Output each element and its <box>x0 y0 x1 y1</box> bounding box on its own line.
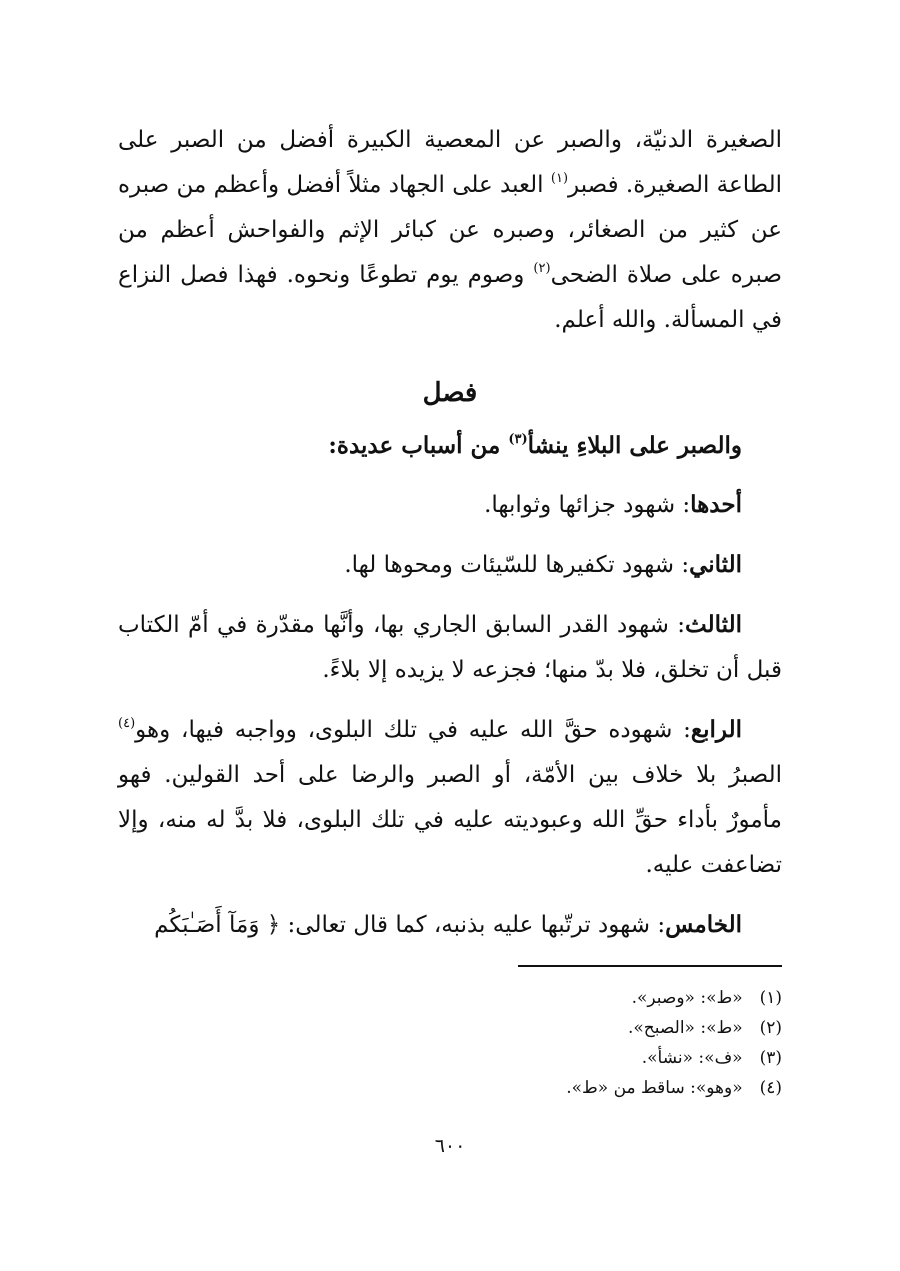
paragraph-text: العبد على الجهاد مثلاً أفضل وأعظم من صبره عن كثير من الصغائر، وصبره عن كبائر الإثم والفواحش أعظم من صبره على صلاة الضحى <box>118 172 782 288</box>
opening-paragraph <box>118 118 782 343</box>
item-lead: الثاني <box>689 551 742 578</box>
footnote-number: (٢) <box>759 1018 782 1038</box>
footnote-number: (١) <box>759 988 782 1008</box>
footnote-text: «ف»: «نشأ». <box>641 1048 743 1068</box>
section-heading: فصل <box>422 378 478 408</box>
footnote-ref-4[interactable]: (٤) <box>118 716 136 731</box>
footnote-text: «وهو»: ساقط من «ط». <box>566 1078 743 1098</box>
footnote-text: «ط»: «الصبح». <box>627 1018 743 1038</box>
item-text: : شهود جزائها وثوابها. <box>484 492 691 518</box>
item-lead: أحدها <box>690 491 742 518</box>
list-item <box>118 542 782 588</box>
footnote-number: (٤) <box>759 1078 782 1098</box>
section-intro <box>118 423 782 468</box>
list-item <box>118 902 782 948</box>
item-text: : شهود تكفيرها للسّيئات ومحوها لها. <box>344 552 690 578</box>
item-lead: الثالث <box>685 611 742 638</box>
footnote-item <box>362 1013 782 1043</box>
intro-text: والصبر على البلاءِ ينشأ <box>527 432 742 459</box>
item-lead: الرابع <box>690 716 742 743</box>
list-item <box>118 602 782 693</box>
item-lead: الخامس <box>665 911 742 938</box>
footnote-ref-3[interactable]: (٣) <box>508 432 528 447</box>
footnote-item <box>362 1043 782 1073</box>
item-text: الصبرُ بلا خلاف بين الأمّة، أو الصبر والرضا على أحد القولين. فهو مأمورٌ بأداء حقِّ الله وعبوديته عليه في تلك البلوى، فلا بدَّ له منه، وإلا تضاعفت عليه. <box>118 762 782 878</box>
item-text: : شهود القدر السابق الجاري بها، وأنَّها مقدّرة في أمّ الكتاب قبل أن تخلق، فلا بدّ منها؛ فجزعه لا يزيده إلا بلاءً. <box>118 612 782 683</box>
footnote-separator <box>518 965 782 967</box>
paragraph-text: الصغيرة الدنيّة، والصبر عن المعصية الكبيرة أفضل من الصبر على الطاعة الصغيرة. فصبر <box>118 127 782 198</box>
paragraph-text: وصوم يوم تطوعًا ونحوه. فهذا فصل النزاع في المسألة. والله أعلم. <box>118 262 782 333</box>
footnotes <box>362 983 782 1103</box>
footnote-ref-2[interactable]: (٢) <box>533 261 551 276</box>
footnote-text: «ط»: «وصبر». <box>631 988 743 1008</box>
footnote-number: (٣) <box>759 1048 782 1068</box>
page-number: ٦٠٠ <box>434 1135 466 1157</box>
quran-verse: ﴿ وَمَآ أَصَـٰبَكُم <box>154 912 281 938</box>
intro-text: من أسباب عديدة: <box>328 432 509 459</box>
item-text: : شهوده حقَّ الله عليه في تلك البلوى، وواجبه فيها، وهو <box>135 717 691 743</box>
list-item <box>118 482 782 528</box>
footnote-item <box>362 983 782 1013</box>
item-text: : شهود ترتّبها عليه بذنبه، كما قال تعالى: <box>280 912 666 938</box>
footnote-item <box>362 1073 782 1103</box>
list-item <box>118 707 782 888</box>
footnote-ref-1[interactable]: (١) <box>550 171 569 186</box>
page-body <box>118 118 782 948</box>
